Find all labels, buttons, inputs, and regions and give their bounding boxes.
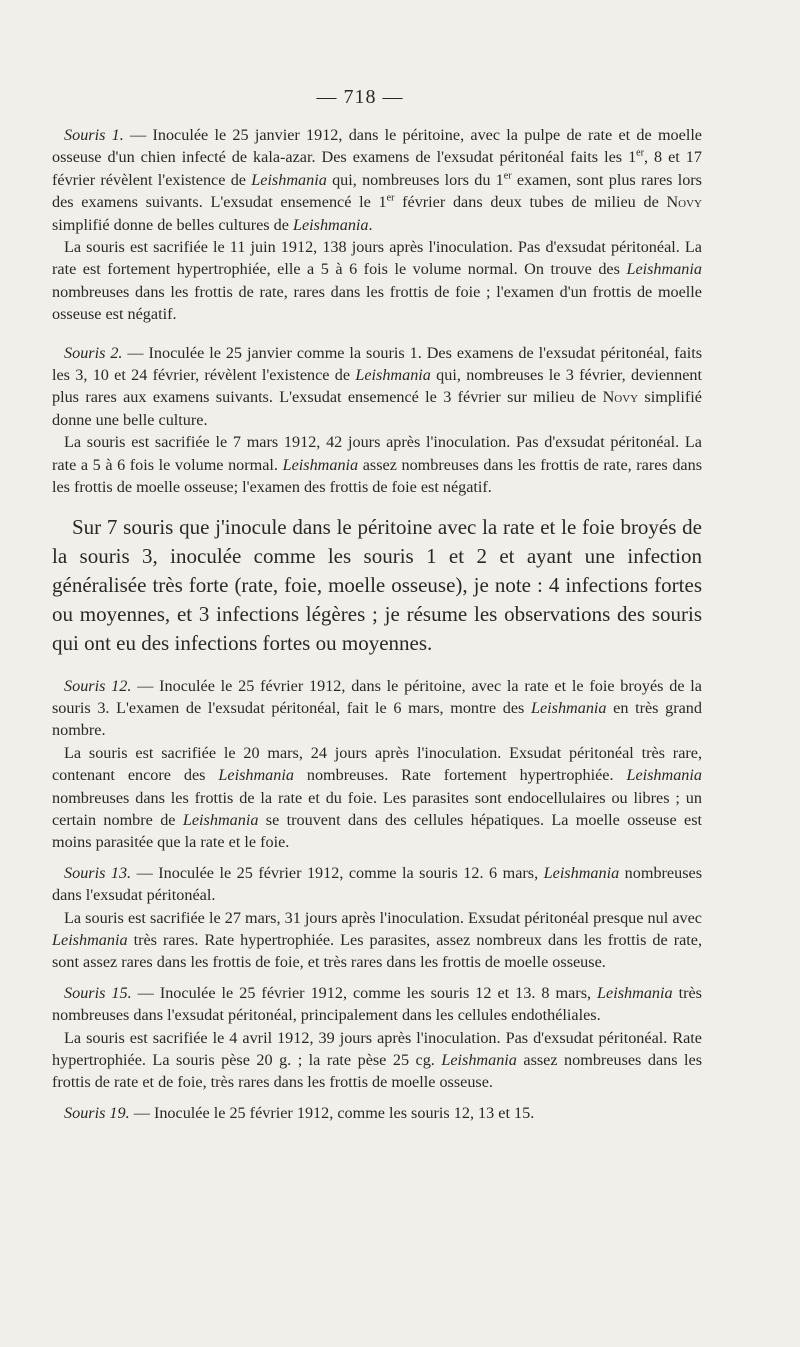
souris-12-label: Souris 12. bbox=[64, 676, 132, 695]
souris-13-section bbox=[52, 862, 702, 974]
souris-15-paragraph-2: La souris est sacrifiée le 4 avril 1912, 39 jours après l'inoculation. Pas d'exsudat péritonéal. Rate hypertrophiée. La souris pèse 20 g. ; la rate pèse 25 cg. Leishmania assez nombreuses dans les frottis de rate et de foie, très rares dans les frottis de moelle osseuse. bbox=[52, 1028, 702, 1092]
souris-2-paragraph-1: Souris 2. — Inoculée le 25 janvier comme la souris 1. Des examens de l'exsudat péritonéal, faits les 3, 10 et 24 février, révèlent l'existence de Leishmania qui, nombreuses le 3 février, deviennent plus rares aux examens suivants. L'exsudat ensemencé le 3 février sur milieu de Novy simplifié donne une belle culture. bbox=[52, 343, 702, 429]
souris-1-section bbox=[52, 124, 702, 326]
page-number: — 718 — bbox=[316, 86, 404, 108]
souris-1-paragraph-2: La souris est sacrifiée le 11 juin 1912, 138 jours après l'inoculation. Pas d'exsudat péritonéal. La rate est fortement hypertrophiée, elle a 5 à 6 fois le volume normal. On trouve des Leishmania nombreuses dans les frottis de rate, rares dans les frottis de foie ; l'examen d'un frottis de moelle osseuse est négatif. bbox=[52, 238, 702, 324]
summary-section bbox=[52, 513, 702, 659]
souris-2-label: Souris 2. bbox=[64, 343, 123, 362]
souris-19-label: Souris 19. bbox=[64, 1103, 130, 1122]
souris-2-section bbox=[52, 342, 702, 499]
souris-12-paragraph-2: La souris est sacrifiée le 20 mars, 24 jours après l'inoculation. Exsudat péritonéal très rare, contenant encore des Leishmania nombreuses. Rate fortement hypertrophiée. Leishmania nombreuses dans les frottis de la rate et du foie. Les parasites sont endocellulaires ou libres ; un certain nombre de Leishmania se trouvent dans des cellules hépatiques. La moelle osseuse est moins parasitée que la rate et le foie. bbox=[52, 743, 703, 852]
souris-13-paragraph-2: La souris est sacrifiée le 27 mars, 31 jours après l'inoculation. Exsudat péritonéal presque nul avec Leishmania très rares. Rate hypertrophiée. Les parasites, assez nombreux dans les frottis de rate, sont assez rares dans les frottis de foie, et très rares dans les frottis de moelle osseuse. bbox=[52, 908, 702, 972]
souris-15-label: Souris 15. bbox=[64, 983, 132, 1002]
souris-2-paragraph-2: La souris est sacrifiée le 7 mars 1912, 42 jours après l'inoculation. Pas d'exsudat péritonéal. La rate a 5 à 6 fois le volume normal. Leishmania assez nombreuses dans les frottis de rate, rares dans les frottis de moelle osseuse; l'examen des frottis de foie est négatif. bbox=[52, 433, 702, 497]
souris-12-paragraph-1: Souris 12. — Inoculée le 25 février 1912, dans le péritoine, avec la rate et le foie broyés de la souris 3. L'examen de l'exsudat péritonéal, fait le 6 mars, montre des Leishmania en très grand nombre. bbox=[52, 676, 702, 740]
souris-15-paragraph-1: Souris 15. — Inoculée le 25 février 1912, comme les souris 12 et 13. 8 mars, Leishmania très nombreuses dans l'exsudat péritonéal, principalement dans les cellules endothéliales. bbox=[52, 983, 702, 1025]
souris-1-paragraph-1: Souris 1. — Inoculée le 25 janvier 1912, dans le péritoine, avec la pulpe de rate et de moelle osseuse d'un chien infecté de kala-azar. Des examens de l'exsudat péritonéal faits les 1er, 8 et 17 février révèlent l'existence de Leishmania qui, nombreuses lors du 1er examen, sont plus rares lors des examens suivants. L'exsudat ensemencé le 1er février dans deux tubes de milieu de Novy simplifié donne de belles cultures de Leishmania. bbox=[52, 126, 702, 234]
souris-19-section bbox=[52, 1102, 702, 1124]
page-body bbox=[52, 124, 702, 1124]
souris-15-section bbox=[52, 982, 702, 1094]
summary-paragraph: Sur 7 souris que j'inocule dans le péritoine avec la rate et le foie broyés de la souris 3, inoculée comme les souris 1 et 2 et ayant une infection généralisée très forte (rate, foie, moelle osseuse), je note : 4 infections fortes ou moyennes, et 3 infections légères ; je résume les observations des souris qui ont eu des infections fortes ou moyennes. bbox=[52, 514, 702, 656]
souris-13-label: Souris 13. bbox=[64, 863, 132, 882]
souris-12-section bbox=[52, 675, 702, 854]
souris-1-label: Souris 1. bbox=[64, 126, 124, 144]
souris-13-paragraph-1: Souris 13. — Inoculée le 25 février 1912, comme la souris 12. 6 mars, Leishmania nombreuses dans l'exsudat péritonéal. bbox=[52, 863, 702, 905]
souris-19-paragraph-1: Souris 19. — Inoculée le 25 février 1912, comme les souris 12, 13 et 15. bbox=[64, 1103, 535, 1122]
